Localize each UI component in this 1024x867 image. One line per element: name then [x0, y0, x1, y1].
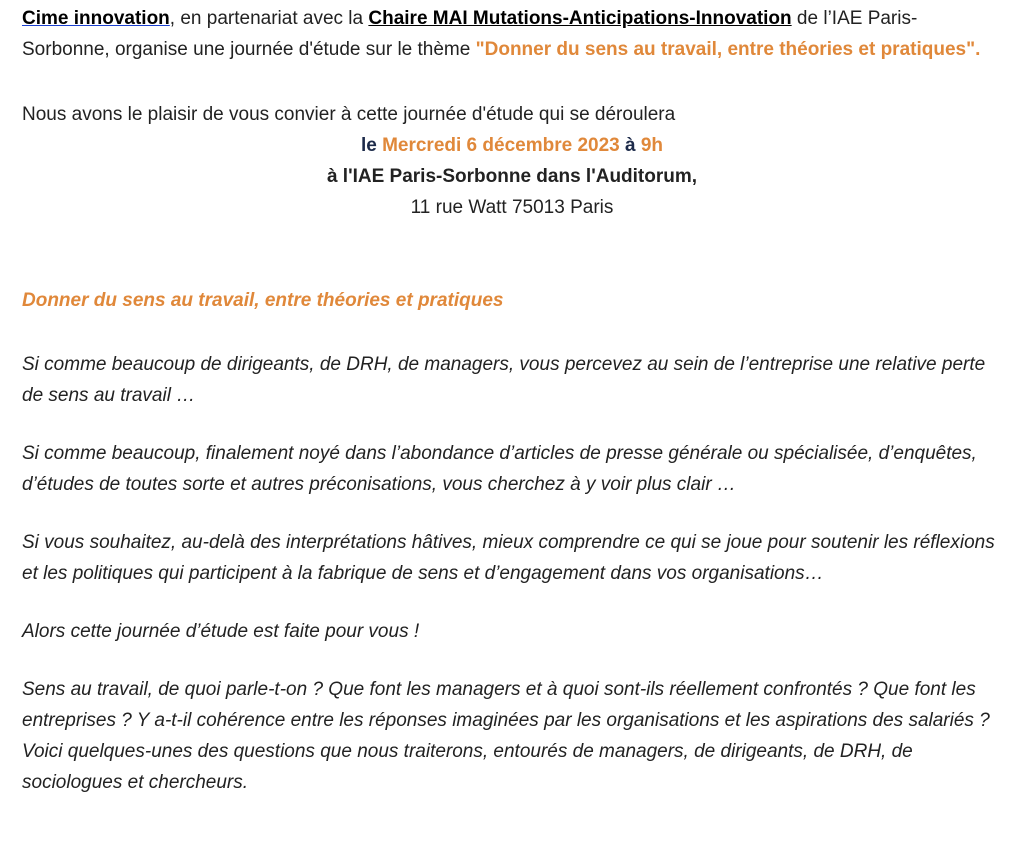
event-date: Mercredi 6 décembre 2023	[382, 135, 620, 156]
event-address: 11 rue Watt 75013 Paris	[410, 197, 614, 218]
paragraph-3: Si vous souhaitez, au-delà des interprétations hâtives, mieux comprendre ce qui se joue pour soutenir les réflexions et les politiques qui participent à la fabrique de sens et d’engagement dans vos organisations…	[22, 532, 995, 584]
event-date-line	[22, 130, 1002, 161]
event-time: 9h	[640, 135, 664, 156]
intro-text-1: , en partenariat avec la	[169, 8, 369, 29]
cime-innovation-link[interactable]: Cime innovation	[22, 8, 170, 29]
intro-paragraph	[22, 3, 1002, 65]
date-at: à	[619, 135, 641, 156]
invitation-block	[22, 99, 1002, 223]
date-prefix: le	[360, 135, 383, 156]
paragraph-1: Si comme beaucoup de dirigeants, de DRH, de managers, vous percevez au sein de l’entreprise une relative perte de sens au travail …	[22, 354, 986, 406]
paragraph-4: Alors cette journée d’étude est faite pour vous !	[22, 621, 420, 642]
invitation-line: Nous avons le plaisir de vous convier à cette journée d'étude qui se déroulera	[22, 104, 676, 125]
chaire-mai-link[interactable]: Chaire MAI Mutations-Anticipations-Innovation	[368, 8, 792, 29]
intro-text-2: de l’IAE Paris-Sorbonne, organise une journée d'étude sur le thème	[22, 8, 918, 60]
paragraph-2: Si comme beaucoup, finalement noyé dans l’abondance d’articles de presse générale ou spécialisée, d’enquêtes, d’études de toutes sorte et autres préconisations, vous cherchez à y voir plus clair …	[22, 443, 977, 495]
event-venue: à l'IAE Paris-Sorbonne dans l'Auditorum,	[326, 166, 698, 187]
section-title: Donner du sens au travail, entre théories et pratiques	[22, 290, 504, 311]
paragraph-5: Sens au travail, de quoi parle-t-on ? Que font les managers et à quoi sont-ils réellement confrontés ? Que font les entreprises ? Y a-t-il cohérence entre les réponses imaginées par les organisations et les aspirations des salariés ? Voici quelques-unes des questions que nous traiterons, entourés de managers, de dirigeants, de DRH, de sociologues et chercheurs.	[22, 679, 990, 793]
theme-highlight: "Donner du sens au travail, entre théories et pratiques".	[475, 39, 981, 60]
